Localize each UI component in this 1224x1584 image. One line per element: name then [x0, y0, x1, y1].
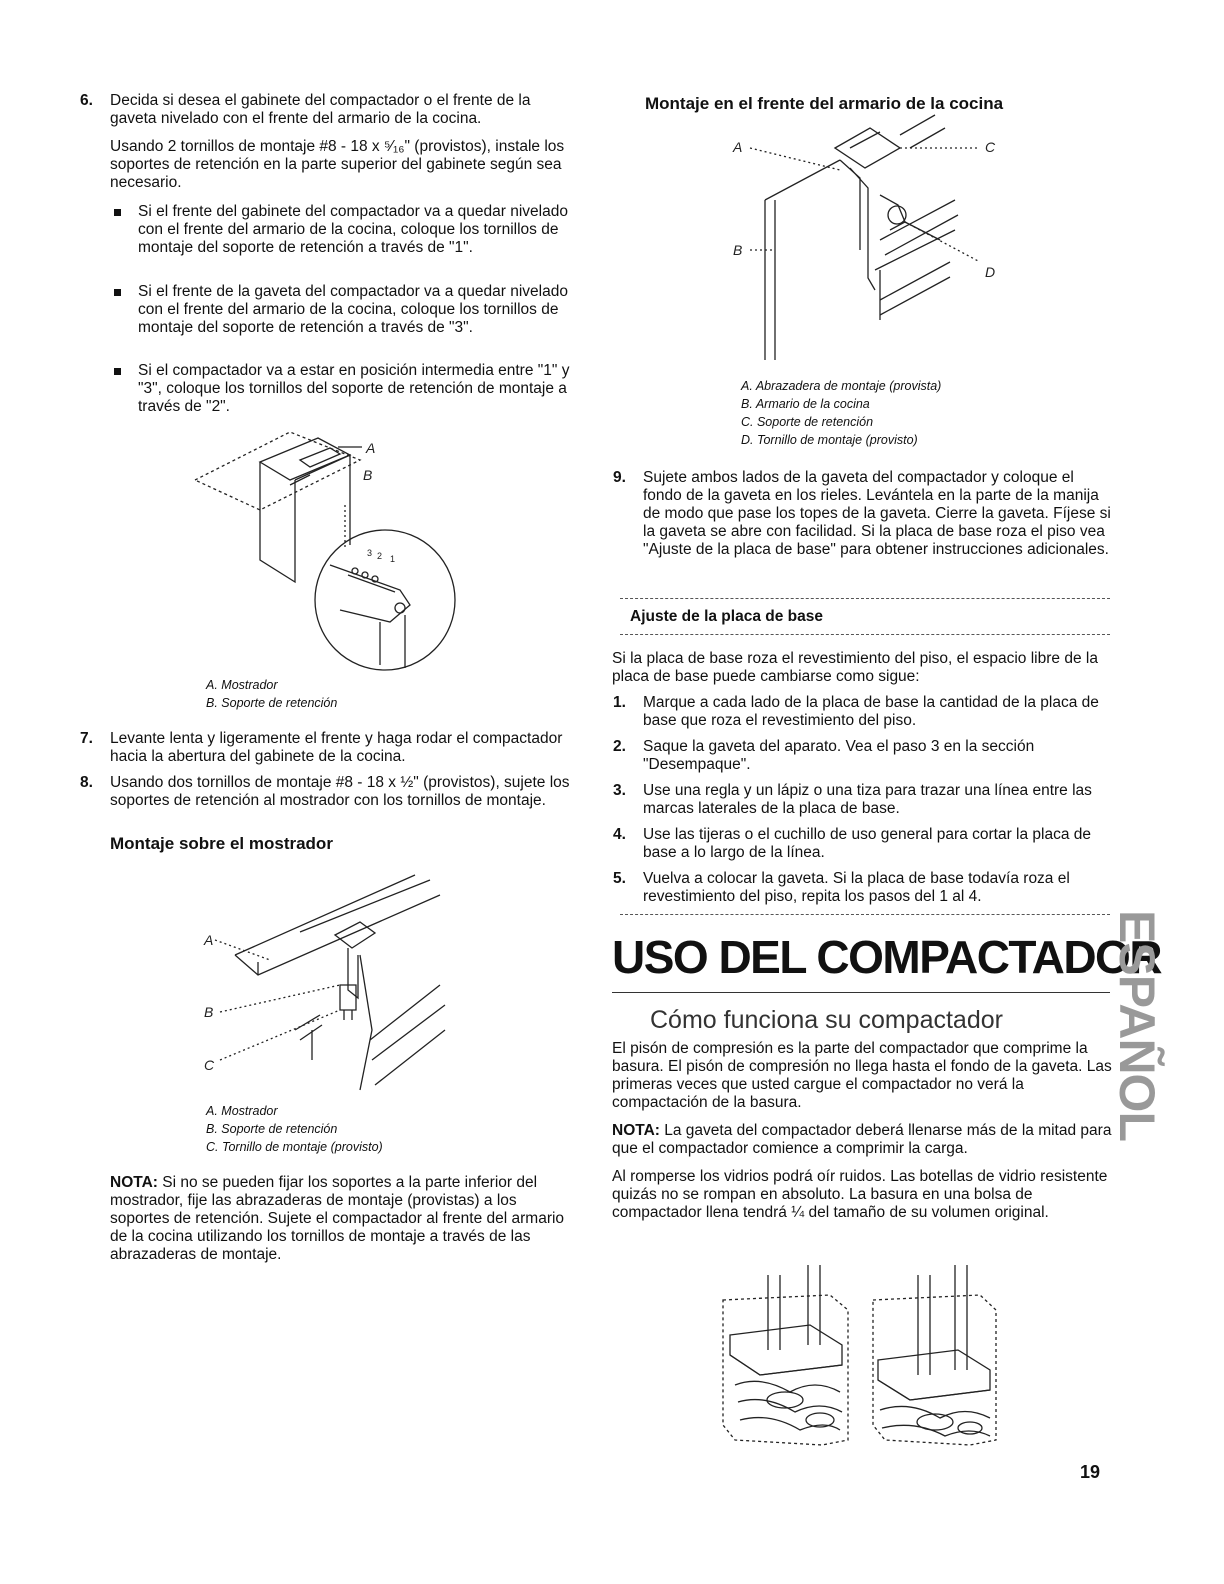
label-a: A [733, 139, 743, 155]
step-9-text: Sujete ambos lados de la gaveta del compactador y coloque el fondo de la gaveta en los rieles. Levántela en la parte de la manija de modo que pase los topes de la gaveta. Cierre la gaveta. Fíjese si la gaveta se abre con facilidad. Si la placa de base roza el piso vea "Ajuste de la placa de base" para obtener instrucciones adicionales. [643, 469, 1111, 558]
note-label: NOTA: [110, 1174, 158, 1191]
section-title: USO DEL COMPACTADOR [612, 931, 1162, 983]
label-d: D [985, 264, 996, 280]
section-heading: Montaje en el frente del armario de la cocina [645, 94, 1004, 113]
figure-caption: B. Armario de la cocina [741, 397, 870, 411]
adjust-step-5: Vuelva a colocar la gaveta. Si la placa de base todavía roza el revestimiento del piso, repita los pasos del 1 al 4. [643, 870, 1070, 905]
figure-caption: A. Mostrador [206, 678, 278, 692]
label-3: 3 [367, 548, 373, 558]
language-side-tab: ESPAÑOL [1109, 910, 1165, 1141]
step-6-paragraph: Usando 2 tornillos de montaje #8 - 18 x ⁵⁄₁₆" (provistos), instale los soportes de retención en la parte superior del gabinete según sea necesario. [110, 138, 565, 191]
figure-caption: A. Mostrador [206, 1104, 278, 1118]
page-number: 19 [1080, 1462, 1101, 1482]
step-number: 8. [80, 774, 93, 791]
body-paragraph: El pisón de compresión es la parte del compactador que comprime la basura. El pisón de compresión no llega hasta el fondo de la gaveta. Las primeras veces que usted cargue el compactador no verá la compactación de la basura. [612, 1040, 1112, 1111]
label-c: C [985, 139, 996, 155]
label-a: A [366, 440, 376, 456]
figure-caption: B. Soporte de retención [206, 696, 338, 710]
body-paragraph: Al romperse los vidrios podrá oír ruidos. Las botellas de vidrio resistente quizás no se rompan en absoluto. La basura en una bolsa de compactador llena tendrá ¼ del tamaño de su volumen original. [612, 1168, 1108, 1221]
bullet-1-text: Si el frente del gabinete del compactador va a quedar nivelado con el frente del armario de la cocina, coloque los tornillos de montaje del soporte de retención a través de "1". [138, 203, 568, 256]
step-7-text: Levante lenta y ligeramente el frente y haga rodar el compactador hacia la abertura del gabinete de la cocina. [110, 730, 563, 765]
note-text: La gaveta del compactador deberá llenarse más de la mitad para que el compactador comience a comprimir la carga. [612, 1122, 1112, 1157]
step-number: 2. [613, 738, 626, 755]
label-a: A [204, 932, 214, 948]
step-6-text: Decida si desea el gabinete del compactador o el frente de la gaveta nivelado con el frente del armario de la cocina. [110, 92, 531, 127]
adjust-step-2: Saque la gaveta del aparato. Vea el paso 3 en la sección "Desempaque". [643, 738, 1035, 773]
step-8-text: Usando dos tornillos de montaje #8 - 18 x ½" (provistos), sujete los soportes de retención al mostrador con los tornillos de montaje. [110, 774, 570, 809]
compactor-before [723, 1265, 848, 1445]
step-number: 6. [80, 92, 93, 109]
label-b: B [733, 242, 743, 258]
label-2: 2 [377, 551, 383, 561]
figure-caption: C. Soporte de retención [741, 415, 874, 429]
section-heading: Montaje sobre el mostrador [110, 834, 333, 853]
adjust-step-4: Use las tijeras o el cuchillo de uso general para cortar la placa de base a lo largo de la línea. [643, 826, 1092, 861]
step-number: 3. [613, 782, 626, 799]
compactor-after [873, 1265, 996, 1445]
note-text: Si no se pueden fijar los soportes a la parte inferior del mostrador, fije las abrazaderas de montaje (provistas) a los soportes de retención. Sujete el compactador al frente del armario de la cocina utilizando los tornillos de montaje a través de las abrazaderas de montaje. [110, 1174, 565, 1263]
subsection-heading: Ajuste de la placa de base [630, 608, 823, 625]
step-number: 7. [80, 730, 93, 747]
subsection-title: Cómo funciona su compactador [650, 1006, 1003, 1034]
note-label: NOTA: [612, 1122, 660, 1139]
figure-caption: C. Tornillo de montaje (provisto) [206, 1140, 383, 1154]
adjust-step-3: Use una regla y un lápiz o una tiza para trazar una línea entre las marcas laterales de la placa de base. [643, 782, 1092, 817]
figure-caption: A. Abrazadera de montaje (provista) [741, 379, 942, 393]
label-c: C [204, 1057, 215, 1073]
step-number: 5. [613, 870, 626, 887]
bullet-2-text: Si el frente de la gaveta del compactador va a quedar nivelado con el frente del armario de la cocina, coloque los tornillos de montaje del soporte de retención a través de "3". [138, 283, 568, 336]
label-b: B [204, 1004, 214, 1020]
label-b: B [363, 467, 373, 483]
adjust-intro: Si la placa de base roza el revestimiento del piso, el espacio libre de la placa de base puede cambiarse como sigue: [612, 650, 1098, 685]
figure-caption: B. Soporte de retención [206, 1122, 338, 1136]
step-number: 9. [613, 469, 626, 486]
step-number: 1. [613, 694, 626, 711]
figure-caption: D. Tornillo de montaje (provisto) [741, 433, 918, 447]
step-number: 4. [613, 826, 626, 843]
label-1: 1 [390, 554, 396, 564]
adjust-step-1: Marque a cada lado de la placa de base la cantidad de la placa de base que roza el revestimiento del piso. [643, 694, 1099, 729]
bullet-3-text: Si el compactador va a estar en posición intermedia entre "1" y "3", coloque los tornillos del soporte de retención de montaje a través de "2". [138, 362, 570, 415]
